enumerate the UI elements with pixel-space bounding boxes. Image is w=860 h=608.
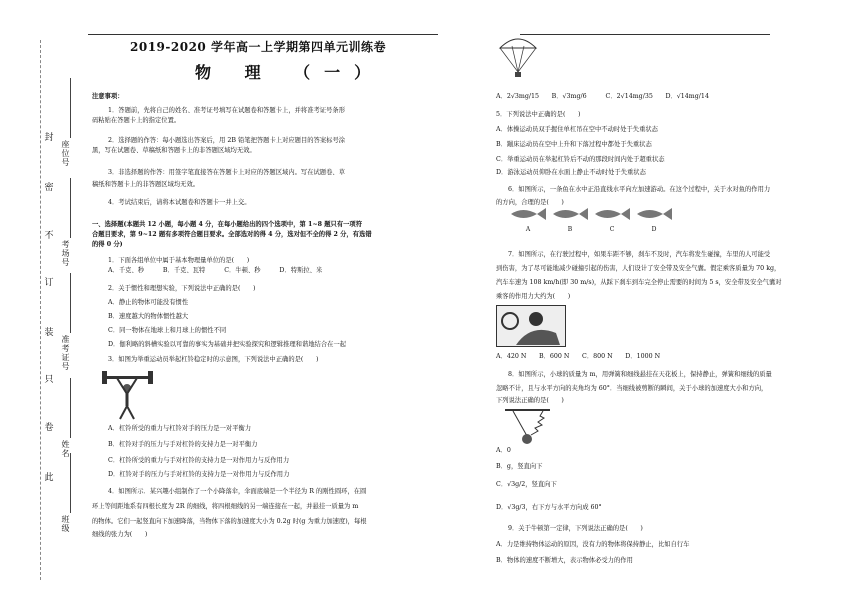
question-line: A．杠铃所受的重力与杠铃对手的压力是一对平衡力 <box>108 425 252 432</box>
fish-option-label: C <box>609 226 615 233</box>
binding-char: 封 <box>44 133 54 143</box>
fish-icon <box>509 206 547 222</box>
parachute-figure <box>498 34 538 79</box>
fish-icon <box>593 206 631 222</box>
binding-field: 考场号 <box>61 240 70 267</box>
binding-char: 订 <box>44 278 54 288</box>
fish-option <box>508 206 548 233</box>
weightlifter-figure <box>100 370 155 420</box>
exam-subtitle: 物 理 （一） <box>195 63 385 82</box>
question-line: B．速度越大的物体惯性越大 <box>108 313 189 320</box>
question-line: 的物体。它们一起竖直向下加速降落，当物体下落的加速度大小为 0.2g 时(g 为重力加速度)，每根 <box>92 518 367 525</box>
top-rule-right <box>520 34 770 35</box>
binding-field: 姓名 <box>61 440 70 458</box>
fish-icon <box>635 206 673 222</box>
question-line: A．0 <box>496 447 511 454</box>
question-line: 环上等间距地系有四根长度为 2R 的细线，将四根细线的另一端连接在一起，并悬挂一质量为 m <box>92 503 359 510</box>
binding-char: 只 <box>44 375 54 385</box>
question-line: B．g，竖直向下 <box>496 463 543 470</box>
question-line: 码粘贴在答题卡上的指定位置。 <box>92 117 181 124</box>
question-line: 稿纸和答题卡上的非答题区域均无效。 <box>92 181 200 188</box>
question-line: A．千克、秒 B．千克、瓦特 C．牛顿、秒 D．特斯拉、米 <box>108 267 323 274</box>
question-line: A．420 N B．600 N C．800 N D．1000 N <box>496 353 661 360</box>
binding-field-line <box>70 178 72 238</box>
binding-field: 班级 <box>61 515 70 533</box>
question-line: 1．答题前，先将自己的姓名、准考证号填写在试题卷和答题卡上，并将准考证号条形 <box>108 107 345 114</box>
question-line: 8．如图所示，小球的质量为 m，用弹簧和细线悬挂在天花板上，保持静止，弹簧和细线的质量 <box>508 371 772 378</box>
question-line: 7．如图所示，在行驶过程中，如果车距不够，刹车不及时，汽车将发生碰撞，车里的人可能受 <box>508 251 771 258</box>
binding-field-line <box>70 273 72 333</box>
question-line: 细线的张力为( ) <box>92 531 148 538</box>
fish-option <box>550 206 590 233</box>
fish-icon <box>551 206 589 222</box>
fish-option-label: A <box>525 226 531 233</box>
binding-char: 不 <box>44 231 54 241</box>
spring-ball-figure <box>505 408 550 448</box>
question-line: B．蹦床运动员在空中上升和下落过程中都处于失重状态 <box>496 141 652 148</box>
question-line: 9．关于牛顿第一定律，下列说法正确的是( ) <box>508 525 643 532</box>
question-line: D．伽利略的斜槽实验以可靠的事实为基础并把实验探究和逻辑推理和谐地结合在一起 <box>108 341 347 348</box>
question-line: 4．考试结束后，请将本试题卷和答题卡一并上交。 <box>108 199 251 206</box>
question-line: C．同一物体在地球上和月球上的惯性不同 <box>108 327 227 334</box>
question-line: D．游泳运动员仰卧在水面上静止不动时处于失重状态 <box>496 169 646 176</box>
question-line: D．√3g/3，右下方与水平方向成 60° <box>496 504 602 511</box>
question-line: C．杠铃所受的重力与手对杠铃的支持力是一对作用力与反作用力 <box>108 457 290 464</box>
question-line: 一、选择题(本题共 12 小题，每小题 4 分，在每小题给出的四个选项中，第 1~8 题只有一项符 <box>92 221 363 228</box>
fish-option-label: D <box>651 226 657 233</box>
binding-field-line <box>70 78 72 138</box>
binding-line <box>40 40 42 580</box>
binding-char: 卷 <box>44 423 54 433</box>
binding-char: 此 <box>44 473 54 483</box>
binding-char: 装 <box>44 328 54 338</box>
question-line: 黑，写在试题卷、草稿纸和答题卡上的非答题区域均无效。 <box>92 147 256 154</box>
question-line: 的方向，合理的是( ) <box>496 199 564 206</box>
binding-field-line <box>70 453 72 513</box>
question-line: 5．下列说法中正确的是( ) <box>496 111 581 118</box>
question-line: 3．如图为举重运动员举起杠铃稳定时的示意图，下列说法中正确的是( ) <box>108 356 319 363</box>
binding-field: 座位号 <box>61 140 70 167</box>
fish-option <box>634 206 674 233</box>
question-line: 3．非选择题的作答：用签字笔直接答在答题卡上对应的答题区域内。写在试题卷、草 <box>108 169 345 176</box>
question-line: 忽略不计，且与水平方向的夹角均为 60°．当细线被剪断的瞬间，关于小球的加速度大小和方向， <box>496 385 768 392</box>
question-line: 注意事项： <box>92 93 124 100</box>
question-line: B．杠铃对手的压力与手对杠铃的支持力是一对平衡力 <box>108 441 258 448</box>
question-line: 乘客的作用力大约为( ) <box>496 293 571 300</box>
binding-char: 密 <box>44 183 54 193</box>
question-line: C．√3g/2，竖直向下 <box>496 481 557 488</box>
question-line: 汽车车速为 108 km/h(即 30 m/s)，从踩下刹车到车完全停止需要的时间为 5 s，安全带及安全气囊对 <box>496 279 782 286</box>
fish-option-label: B <box>567 226 573 233</box>
question-line: B．物体的速度不断增大，表示物体必受力的作用 <box>496 557 633 564</box>
binding-field: 准考证号 <box>61 335 70 371</box>
exam-title: 2019-2020 学年高一上学期第四单元训练卷 <box>130 40 386 54</box>
question-line: 合题目要求，第 9~12 题有多项符合题目要求。全部选对的得 4 分，选对但不全的得 2 分，有选错 <box>92 231 372 238</box>
question-line: 4．如图所示．某兴趣小组制作了一个小降落伞，伞面底端是一个半径为 R 的刚性圆环，在圆 <box>108 488 367 495</box>
top-rule-left <box>88 34 438 35</box>
question-line: 的得 0 分) <box>92 241 123 248</box>
question-line: 6．如图所示，一条鱼在水中正沿直线水平向左加速游动。在这个过程中，关于水对鱼的作用力 <box>508 186 771 193</box>
question-line: A．体操运动员双手握住单杠吊在空中不动时处于失重状态 <box>496 126 658 133</box>
question-line: 下列说法正确的是( ) <box>496 397 564 404</box>
question-line: D．杠铃对手的压力与手对杠铃的支持力是一对作用力与反作用力 <box>108 471 290 478</box>
car-crash-figure <box>496 305 566 347</box>
fish-option <box>592 206 632 233</box>
question-line: A．2√3mg/15 B．√3mg/6 C．2√14mg/35 D．√14mg/14 <box>496 93 709 100</box>
binding-field-line <box>70 378 72 438</box>
question-line: C．举重运动员在举起杠铃后不动的那段时间内处于超重状态 <box>496 156 665 163</box>
question-line: A．力是维持物体运动的原因，没有力的物体将保持静止，比如自行车 <box>496 541 690 548</box>
question-line: 1．下面各组单位中属于基本物理量单位的是( ) <box>108 257 250 264</box>
question-line: 2．关于惯性和理想实验，下列说法中正确的是( ) <box>108 285 256 292</box>
question-line: 到伤害，为了尽可能地减少碰撞引起的伤害，人们设计了安全带及安全气囊。假定乘客质量为 70 kg， <box>496 265 781 272</box>
question-line: 2．选择题的作答：每小题选出答案后，用 2B 铅笔把答题卡上对应题目的答案标号涂 <box>108 137 346 144</box>
question-line: A．静止的物体可能没有惯性 <box>108 299 189 306</box>
